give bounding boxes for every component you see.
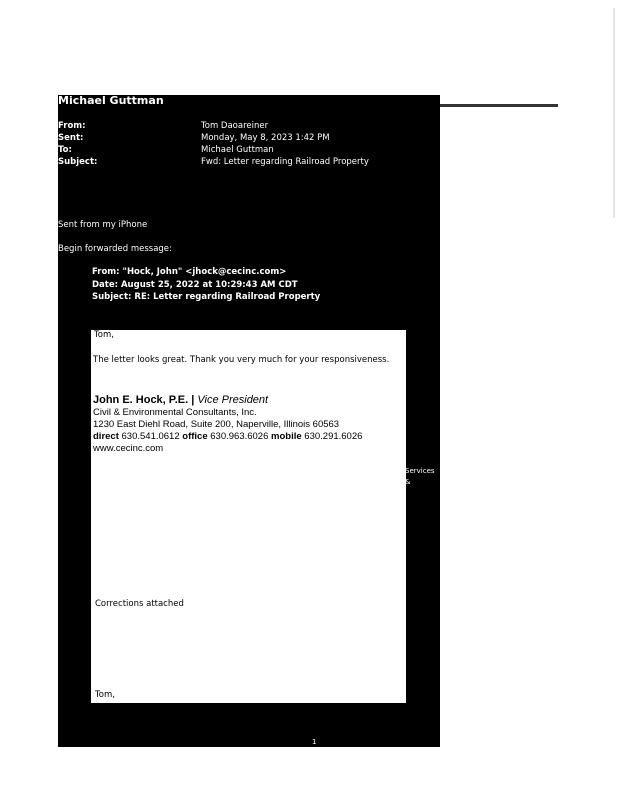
to-value: Michael Guttman [201,145,274,155]
forwarded-from: From: "Hock, John" <jhock@cecinc.com> [92,267,287,277]
direct-label: direct [93,431,119,442]
direct-phone: 630.541.0612 [121,431,180,442]
signature-company: Civil & Environmental Consultants, Inc. [93,407,257,418]
message-panel [91,330,406,703]
signature-website[interactable]: www.cecinc.com [93,443,164,454]
page-number: 1 [312,738,317,746]
sent-label: Sent: [58,133,84,143]
header-rule [440,104,558,107]
forwarded-date: Date: August 25, 2022 at 10:29:43 AM CDT [92,280,298,290]
signature-name-line [93,394,268,406]
from-value: Tom Daoareiner [201,121,269,131]
signature-name: John E. Hock, P.E. [93,394,189,406]
begin-forward-line: Begin forwarded message: [58,244,172,254]
scan-edge-mark [613,8,615,218]
subject-label: Subject: [58,157,98,167]
signature-phones [93,431,362,442]
mobile-phone: 630.291.6026 [304,431,363,442]
message-text: The letter looks great. Thank you very much for your responsiveness. [93,355,390,365]
mobile-label: mobile [271,431,302,442]
subject-value: Fwd: Letter regarding Railroad Property [201,157,369,167]
signature-address: 1230 East Diehl Road, Suite 200, Naperville, Illinois 60563 [93,419,340,430]
office-phone: 630.963.6026 [210,431,269,442]
signature-separator: | [188,394,198,406]
greeting-second: Tom, [95,690,115,700]
corrections-note: Corrections attached [95,599,184,609]
sent-value: Monday, May 8, 2023 1:42 PM [201,133,330,143]
office-label: office [182,431,208,442]
margin-side-label: Services [405,467,435,475]
margin-side-mark: & [405,478,411,486]
author-name: Michael Guttman [58,94,164,107]
to-label: To: [58,145,72,155]
signature-title: Vice President [197,394,269,406]
sent-from-line: Sent from my iPhone [58,220,148,230]
forwarded-subject: Subject: RE: Letter regarding Railroad Property [92,292,321,302]
from-label: From: [58,121,86,131]
greeting: Tom, [94,330,114,340]
